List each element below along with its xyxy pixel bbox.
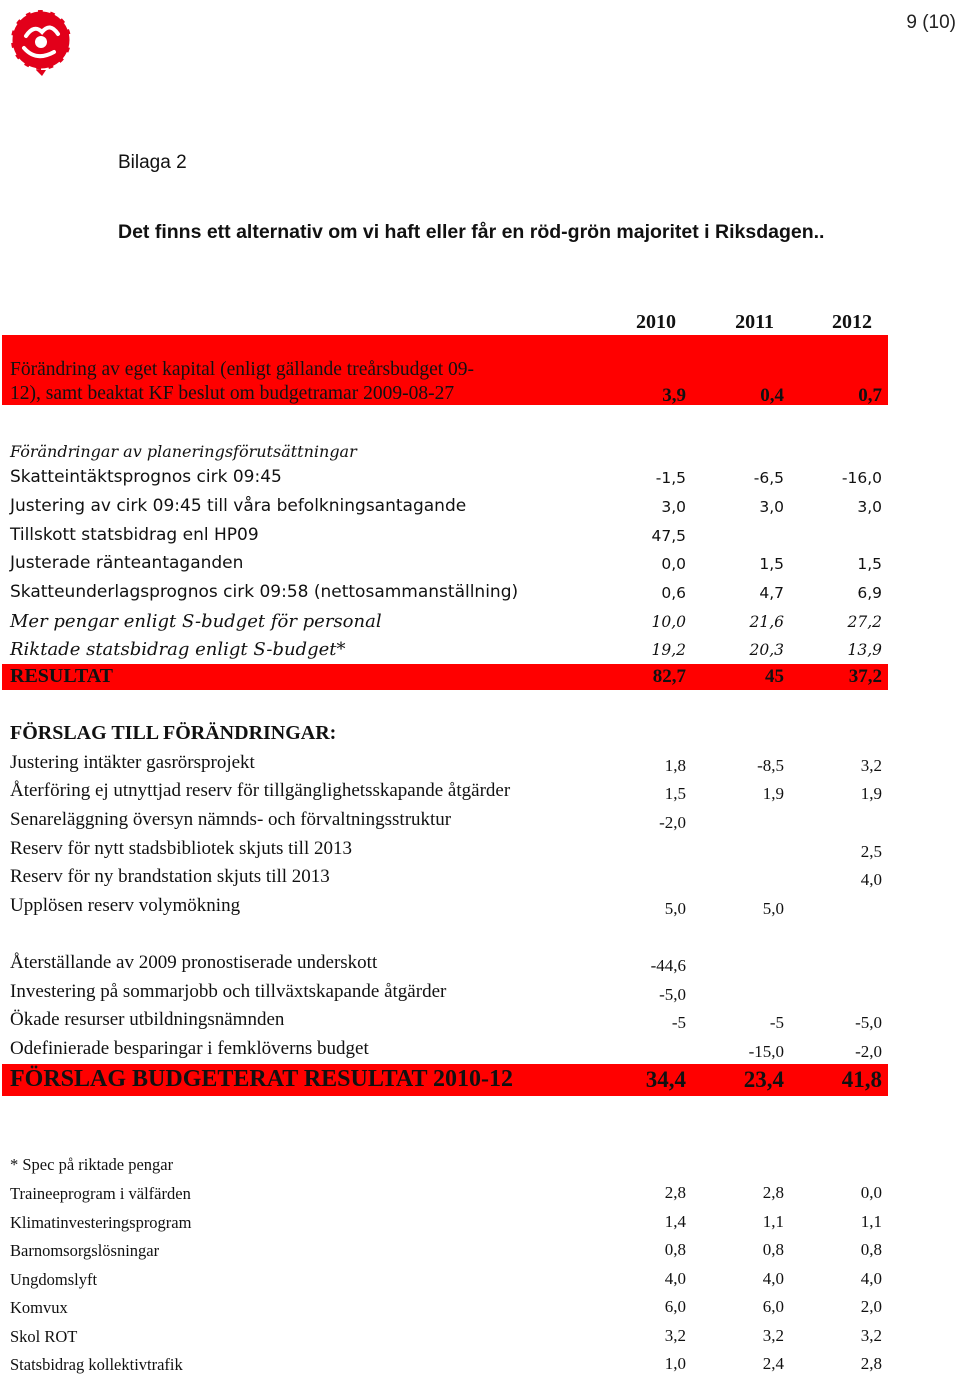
year-2011: 2011	[735, 311, 774, 333]
table-row: Skol ROT 3,2 3,2 3,2	[10, 1326, 882, 1346]
table-row: Senareläggning översyn nämnds- och förvaltningsstruktur -2,0	[10, 809, 686, 832]
summary-2011: 0,4	[760, 385, 784, 406]
table-row: Ökade resurser utbildningsnämnden -5 -5 -5,0	[10, 1009, 882, 1032]
page-number: 9 (10)	[906, 12, 956, 33]
summary-2010: 3,9	[662, 385, 686, 406]
table-row: Tillskott statsbidrag enl HP09 47,5	[10, 525, 686, 545]
table-row: Traineeprogram i välfärden 2,8 2,8 0,0	[10, 1183, 882, 1203]
rose-logo-icon	[6, 6, 76, 76]
document-heading: Det finns ett alternativ om vi haft eller får en röd-grön majoritet i Riksdagen..	[118, 221, 825, 243]
spec-heading: * Spec på riktade pengar	[10, 1155, 174, 1174]
year-2012: 2012	[832, 311, 872, 333]
table-row: Odefinierade besparingar i femklöverns budget -15,0 -2,0	[10, 1038, 882, 1061]
year-header-row	[10, 311, 888, 335]
summary-2012: 0,7	[858, 385, 882, 406]
table-row: Riktade statsbidrag enligt S-budget* 19,2 20,3 13,9	[10, 639, 882, 660]
table-row: Skatteunderlagsprognos cirk 09:58 (nettosammanställning) 0,6 4,7 6,9	[10, 582, 882, 602]
table-row: Justerade ränteantaganden 0,0 1,5 1,5	[10, 553, 882, 573]
summary-row	[10, 358, 888, 408]
resultat-row: RESULTAT 82,7 45 37,2	[10, 665, 882, 687]
summary-label: Förändring av eget kapital (enligt gällande treårsbudget 09- 12), samt beaktat KF beslut om budgetramar 2009-08-27	[10, 359, 475, 404]
table-row: Återställande av 2009 pronostiserade underskott -44,6	[10, 952, 686, 975]
table-row: Barnomsorgslösningar 0,8 0,8 0,8	[10, 1240, 882, 1260]
table-row: Reserv för nytt stadsbibliotek skjuts till 2013 2,5	[10, 838, 882, 861]
table-row: Klimatinvesteringsprogram 1,4 1,1 1,1	[10, 1212, 882, 1232]
year-2010: 2010	[636, 311, 676, 333]
table-row: Komvux 6,0 6,0 2,0	[10, 1297, 882, 1317]
final-result-row: FÖRSLAG BUDGETERAT RESULTAT 2010-12 34,4 23,4 41,8	[10, 1066, 882, 1092]
table-row: Skatteintäktsprognos cirk 09:45 -1,5 -6,5 -16,0	[10, 467, 882, 487]
table-row: Statsbidrag kollektivtrafik 1,0 2,4 2,8	[10, 1354, 882, 1374]
planning-heading: Förändringar av planeringsförutsättningar	[10, 442, 357, 461]
table-row: Ungdomslyft 4,0 4,0 4,0	[10, 1269, 882, 1289]
appendix-label: Bilaga 2	[118, 152, 187, 173]
table-row: Återföring ej utnyttjad reserv för tillgänglighetsskapande åtgärder 1,5 1,9 1,9	[10, 780, 882, 803]
proposals-heading: FÖRSLAG TILL FÖRÄNDRINGAR:	[10, 722, 337, 744]
table-row: Mer pengar enligt S-budget för personal 10,0 21,6 27,2	[10, 611, 882, 632]
table-row: Reserv för ny brandstation skjuts till 2013 4,0	[10, 866, 882, 889]
table-row: Investering på sommarjobb och tillväxtskapande åtgärder -5,0	[10, 981, 686, 1004]
table-row: Upplösen reserv volymökning 5,0 5,0	[10, 895, 784, 918]
table-row: Justering intäkter gasrörsprojekt 1,8 -8,5 3,2	[10, 752, 882, 775]
table-row: Justering av cirk 09:45 till våra befolkningsantagande 3,0 3,0 3,0	[10, 496, 882, 516]
